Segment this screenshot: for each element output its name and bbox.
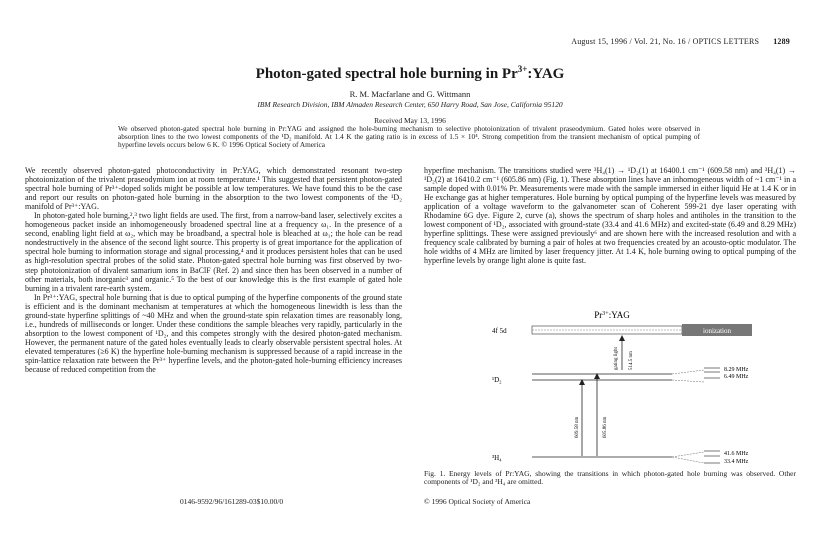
gating-arrow-head — [619, 335, 625, 341]
paragraph: In photon-gated hole burning,²,³ two light fields are used. The first, from a narrow-band laser, selectively excites a homogeneous packet inside an inhomogeneously broadened spectral line at a frequency ω₁. In the presence of a second, enabling light field at ω₂, which may be broadband, a spectral hole is bleached at ω₁; the hole can be read nondestructively in the absence of the second light source. This property is of great importance for the application of spectral hole burning to information storage and signal processing,⁴ and it produces persistent holes that can be used as high-resolution spectral probes of the solid state. Photon-gated spectral hole burning was first observed by two-step photoionization of divalent samarium ions in BaClF (Ref. 2) and since then has been observed in a number of other materials, both inorganic³ and organic.⁵ To the best of our knowledge this is the first example of gated hole burning in a trivalent rare-earth system. — [25, 211, 402, 293]
title-sup: 3+ — [517, 64, 528, 74]
copyright-line: © 1996 Optical Society of America — [424, 497, 531, 506]
figure-title — [594, 310, 630, 320]
split-label-4: 33.4 MHz — [724, 459, 749, 465]
paper-title — [0, 64, 820, 83]
gating-light-label: gating light — [614, 347, 619, 370]
figure-title-sup: 3+ — [602, 311, 609, 317]
wavelength-label-2: 605.86 nm — [603, 416, 608, 438]
split-label-1: 8.29 MHz — [724, 367, 749, 373]
figure-title-main: Pr — [594, 310, 603, 320]
paragraph: We recently observed photon-gated photoconductivity in Pr:YAG, which demonstrated resonant two-step photoionization of the trivalent praseodymium ion at room temperature.¹ This suggested that persistent photon-gated spectral hole burning of Pr³⁺-doped solids might be possible at low temperatures. We have found this to be the case and report our results on photon-gated hole burning in the absorption to the two lowest components of the ¹D₂ manifold of Pr³⁺:YAG. — [25, 166, 402, 212]
affiliation: IBM Research Division, IBM Almaden Research Center, 650 Harry Road, San Jose, California 95120 — [257, 100, 563, 109]
authors: R. M. Macfarlane and G. Wittmann — [349, 89, 471, 99]
title-tail: :YAG — [527, 66, 565, 82]
page-number: 1289 — [773, 37, 790, 46]
title-main: Photon-gated spectral hole burning in Pr — [255, 66, 518, 82]
left-column — [25, 166, 402, 374]
1d2-hf-link-2 — [672, 380, 704, 382]
gating-wavelength-label: 514.5 nm — [629, 351, 634, 370]
wavelength-label-1: 609.58 nm — [575, 416, 580, 438]
doi-line: 0146-9592/96/161289-03$10.00/0 — [180, 497, 284, 506]
1d2-hf-link-1 — [672, 370, 704, 374]
running-header — [571, 37, 790, 46]
level-4f5d-label: 4f 5d — [492, 327, 507, 335]
level-3h4-label: ³H₄ — [492, 454, 502, 462]
paragraph: hyperfine mechanism. The transitions studied were ³H₄(1) → ¹D₂(1) at 16400.1 cm⁻¹ (609.58 nm) and ³H₄(1) → ¹D₂(2) at 16410.2 cm⁻¹ (605.86 nm) (Fig. 1). These absorption lines have an inhomogeneous width of ~1 cm⁻¹ in a sample doped with 0.01% Pr. Measurements were made with the sample immersed in either liquid He at 1.4 K or in He exchange gas at higher temperatures. Hole burning by optical pumping of the hyperfine levels was measured by application of a voltage waveform to the galvanometer scan of Coherent 599-21 dye laser operating with Rhodamine 6G dye. Figure 2, curve (a), shows the spectrum of sharp holes and antiholes in the transition to the lowest component of ¹D₂, associated with ground-state (33.4 and 41.6 MHz) and excited-state (6.49 and 8.29 MHz) hyperfine splittings. These were assigned previously⁶ and are shown here with the increased resolution and with a frequency scale calibrated by burning a pair of holes at two frequencies created by an acousto-optic modulator. The hole widths of 4 MHz are limited by laser frequency jitter. At 1.4 K, hole burning owing to optical pumping of the hyperfine levels by orange light alone is quite fast. — [424, 166, 796, 266]
abstract: We observed photon-gated spectral hole burning in Pr:YAG and assigned the hole-burning mechanism to selective photoionization of trivalent praseodymium. Gated holes were observed in absorption lines to the two lowest components of the ¹D₂ manifold. At 1.4 K the gating ratio is in excess of 1.5 × 10⁴. Strong competition from the transient mechanism of optical pumping of hyperfine levels occurs below 6 K. © 1996 Optical Society of America — [118, 124, 700, 150]
figure-caption: Fig. 1. Energy levels of Pr:YAG, showing the transitions in which photon-gated hole burning was observed. Other components of ¹D₂ and ³H₄ are omitted. — [424, 469, 796, 487]
3h4-hf-link-1 — [672, 452, 704, 457]
level-1d2-label: ¹D₂ — [492, 376, 502, 384]
split-label-2: 6.49 MHz — [724, 374, 749, 380]
running-head: August 15, 1996 / Vol. 21, No. 16 / OPTICS LETTERS — [571, 37, 760, 46]
right-column — [424, 166, 796, 266]
received-date: Received May 13, 1996 — [374, 116, 446, 125]
figure-title-tail: :YAG — [608, 310, 630, 320]
split-label-3: 41.6 MHz — [724, 451, 749, 457]
ionization-label: ionization — [703, 327, 731, 335]
energy-level-figure — [472, 308, 782, 468]
paragraph: In Pr³⁺:YAG, spectral hole burning that is due to optical pumping of the hyperfine components of the ground state is efficient and is the dominant mechanism at temperatures at which the homogeneous linewidth is less than the ground-state hyperfine splittings of ~40 MHz and when the ground-state spin relaxation times are reasonably long, i.e., hundreds of milliseconds or longer. Under these conditions the sample bleaches very rapidly, particularly in the absorption to the lowest component of ¹D₂, and this competes strongly with the desired photon-gated mechanism. However, the permanent nature of the gated holes eventually leads to clearly observable persistent spectral holes. At elevated temperatures (≥6 K) the hyperfine hole-burning mechanism is suppressed because of a rapid increase in the spin-lattice relaxation rate between the Pr³⁺ hyperfine levels, and the photon-gated hole-burning efficiency increases because of reduced competition from the — [25, 292, 402, 375]
3h4-hf-link-2 — [672, 457, 704, 463]
